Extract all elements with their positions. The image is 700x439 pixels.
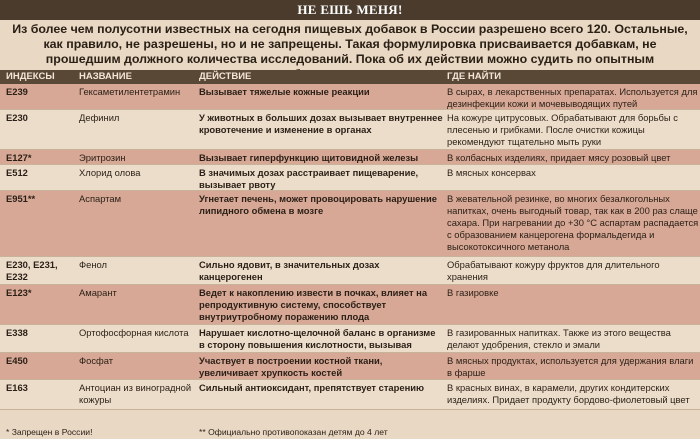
- cell-name: Хлорид олова: [79, 167, 141, 178]
- additives-table: [0, 70, 700, 410]
- cell-code: E512: [6, 167, 28, 178]
- cell-name: Эритрозин: [79, 152, 126, 163]
- cell-where: В красных винах, в карамели, других кондитерских изделиях. Придает продукту бордово-фиолетовый цвет: [447, 382, 690, 405]
- page-title: НЕ ЕШЬ МЕНЯ!: [0, 0, 700, 20]
- cell-where: В газировке: [447, 287, 499, 298]
- cell-name: Ортофосфорная кислота: [79, 327, 189, 338]
- header-where: ГДЕ НАЙТИ: [447, 71, 502, 82]
- table-row: [0, 325, 700, 353]
- table-row: [0, 191, 700, 257]
- cell-effect: Сильный антиоксидант, препятствует старению: [199, 382, 425, 393]
- cell-where: В мясных продуктах, используется для удержания влаги в фарше: [447, 355, 694, 378]
- cell-where: В мясных консервах: [447, 167, 536, 178]
- table-row: [0, 110, 700, 150]
- cell-name: Аспартам: [79, 193, 122, 204]
- cell-name: Фенол: [79, 259, 107, 270]
- cell-code: E127*: [6, 152, 32, 163]
- cell-code: E230: [6, 112, 28, 123]
- table-row: [0, 84, 700, 110]
- table-row: [0, 353, 700, 380]
- cell-where: На кожуре цитрусовых. Обрабатывают для борьбы с плесенью и грибками. После очистки кожицы рекомендуют тщательно мыть руки: [447, 112, 678, 147]
- cell-where: В колбасных изделиях, придает мясу розовый цвет: [447, 152, 671, 163]
- cell-effect: Нарушает кислотно-щелочной баланс в организме в сторону повышения кислотности, вызывая: [199, 327, 436, 350]
- header-codes: ИНДЕКСЫ: [6, 71, 55, 82]
- cell-code: E450: [6, 355, 28, 366]
- cell-where: В сырах, в лекарственных препаратах. Используется для дезинфекции кожи и мочевыводящих путей: [447, 86, 698, 109]
- cell-effect: Вызывает гиперфункцию щитовидной железы: [199, 152, 419, 163]
- cell-effect: В значимых дозах расстраивает пищеварение, вызывает рвоту: [199, 167, 419, 190]
- table-row: [0, 380, 700, 410]
- cell-name: Дефинил: [79, 112, 120, 123]
- cell-code: E123*: [6, 287, 32, 298]
- table-row: [0, 285, 700, 325]
- cell-effect: Вызывает тяжелые кожные реакции: [199, 86, 370, 97]
- cell-effect: Угнетает печень, может провоцировать нарушение липидного обмена в мозге: [199, 193, 438, 216]
- cell-code: E230, E231, E232: [6, 259, 58, 282]
- cell-code: E338: [6, 327, 28, 338]
- cell-code: E163: [6, 382, 28, 393]
- cell-where: В газированных напитках. Также из этого вещества делают удобрения, стекло и эмали: [447, 327, 671, 350]
- cell-code: E951**: [6, 193, 36, 204]
- cell-code: E239: [6, 86, 28, 97]
- table-header: [0, 70, 700, 84]
- footnote-children: ** Официально противопоказан детям до 4 лет: [199, 427, 388, 437]
- footnotes: [0, 425, 700, 439]
- table-row: [0, 165, 700, 191]
- cell-where: Обрабатывают кожуру фруктов для длительного хранения: [447, 259, 660, 282]
- table-row: [0, 257, 700, 285]
- cell-name: Гексаметилентетрамин: [79, 86, 181, 97]
- cell-effect: Ведет к накоплению извести в почках, влияет на репродуктивную систему, способствует внутриутробному поражению плода: [199, 287, 428, 322]
- cell-name: Антоциан из виноградной кожуры: [79, 382, 192, 405]
- intro-text: Из более чем полусотни известных на сегодня пищевых добавок в России разрешено всего 120. Остальные, как правило, не разрешены, но и не запрещены. Такая формулировка присваивается добавкам, не прошедшим должного количества исследований. Пока об их действии можно судить по опытным: [12, 22, 688, 66]
- cell-where: В жевательной резинке, во многих безалкогольных напитках, очень выгодный товар, так как в 200 раз слаще сахара. При нагревании до +30 °С аспартам распадается с образованием канцерогена формальдегида и высокотоксичного метанола: [447, 193, 699, 252]
- cell-name: Фосфат: [79, 355, 114, 366]
- cell-name: Амарант: [79, 287, 117, 298]
- footnote-banned: * Запрещен в России!: [6, 427, 93, 437]
- cell-effect: Участвует в построении костной ткани, увеличивает хрупкость костей: [199, 355, 383, 378]
- cell-effect: Сильно ядовит, в значительных дозах канцерогенен: [199, 259, 380, 282]
- cell-effect: У животных в больших дозах вызывает внутреннее кровотечение и изменение в органах: [199, 112, 443, 135]
- header-name: НАЗВАНИЕ: [79, 71, 132, 82]
- table-row: [0, 150, 700, 165]
- header-effect: ДЕЙСТВИЕ: [199, 71, 252, 82]
